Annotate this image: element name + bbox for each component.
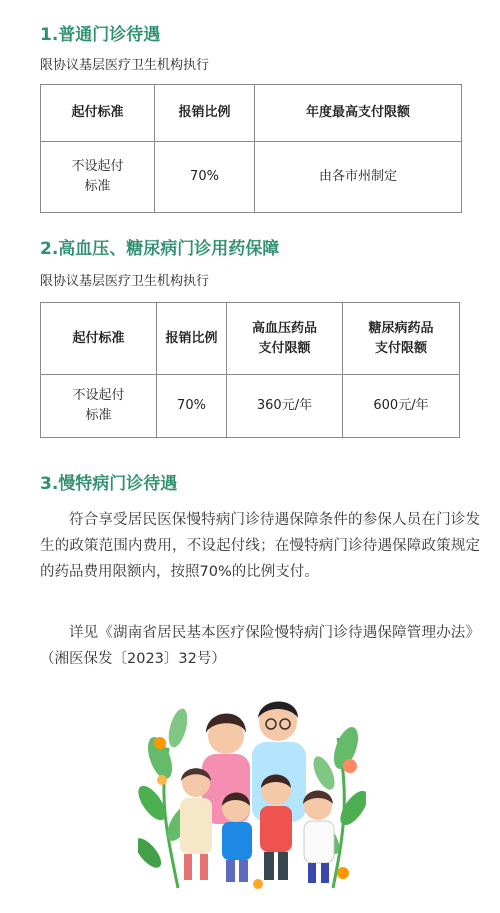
child-boy-figure — [222, 793, 252, 883]
child-girl-right-figure — [303, 791, 334, 884]
s1-cell-deductible: 不设起付 标准 — [41, 142, 155, 213]
s2-header-deductible: 起付标准 — [41, 303, 157, 375]
section1-table — [40, 84, 462, 213]
section1-subtitle: 限协议基层医疗卫生机构执行 — [40, 58, 210, 73]
s1-header-rate: 报销比例 — [155, 85, 255, 142]
s1-header-deductible: 起付标准 — [41, 85, 155, 142]
section2-table — [40, 302, 460, 438]
s2-cell-hypertension: 360元/年 — [227, 375, 343, 438]
s2-cell-deductible: 不设起付 标准 — [41, 375, 157, 438]
child-girl-left-figure — [180, 768, 212, 880]
s2-cell-diabetes: 600元/年 — [343, 375, 460, 438]
child-boy-center-figure — [260, 775, 292, 881]
section3-paragraph1: 符合享受居民医保慢特病门诊待遇保障条件的参保人员在门诊发生的政策范围内费用，不设起付线；在慢特病门诊待遇保障政策规定的药品费用限额内，按照70%的比例支付。 — [40, 512, 480, 580]
s1-header-cap: 年度最高支付限额 — [255, 85, 462, 142]
family-illustration — [138, 688, 366, 894]
section3-title: 3.慢特病门诊待遇 — [40, 474, 178, 494]
section2-subtitle: 限协议基层医疗卫生机构执行 — [40, 274, 210, 289]
s2-header-diabetes: 糖尿病药品 支付限额 — [343, 303, 460, 375]
section3-paragraph2: 详见《湖南省居民基本医疗保险慢特病门诊待遇保障管理办法》（湘医保发〔2023〕32号） — [40, 625, 480, 667]
s2-cell-rate: 70% — [157, 375, 227, 438]
s1-cell-rate: 70% — [155, 142, 255, 213]
s1-cell-cap: 由各市州制定 — [255, 142, 462, 213]
s2-header-hypertension: 高血压药品 支付限额 — [227, 303, 343, 375]
s2-header-rate: 报销比例 — [157, 303, 227, 375]
section1-title: 1.普通门诊待遇 — [40, 25, 161, 45]
section2-title: 2.高血压、糖尿病门诊用药保障 — [40, 239, 280, 259]
